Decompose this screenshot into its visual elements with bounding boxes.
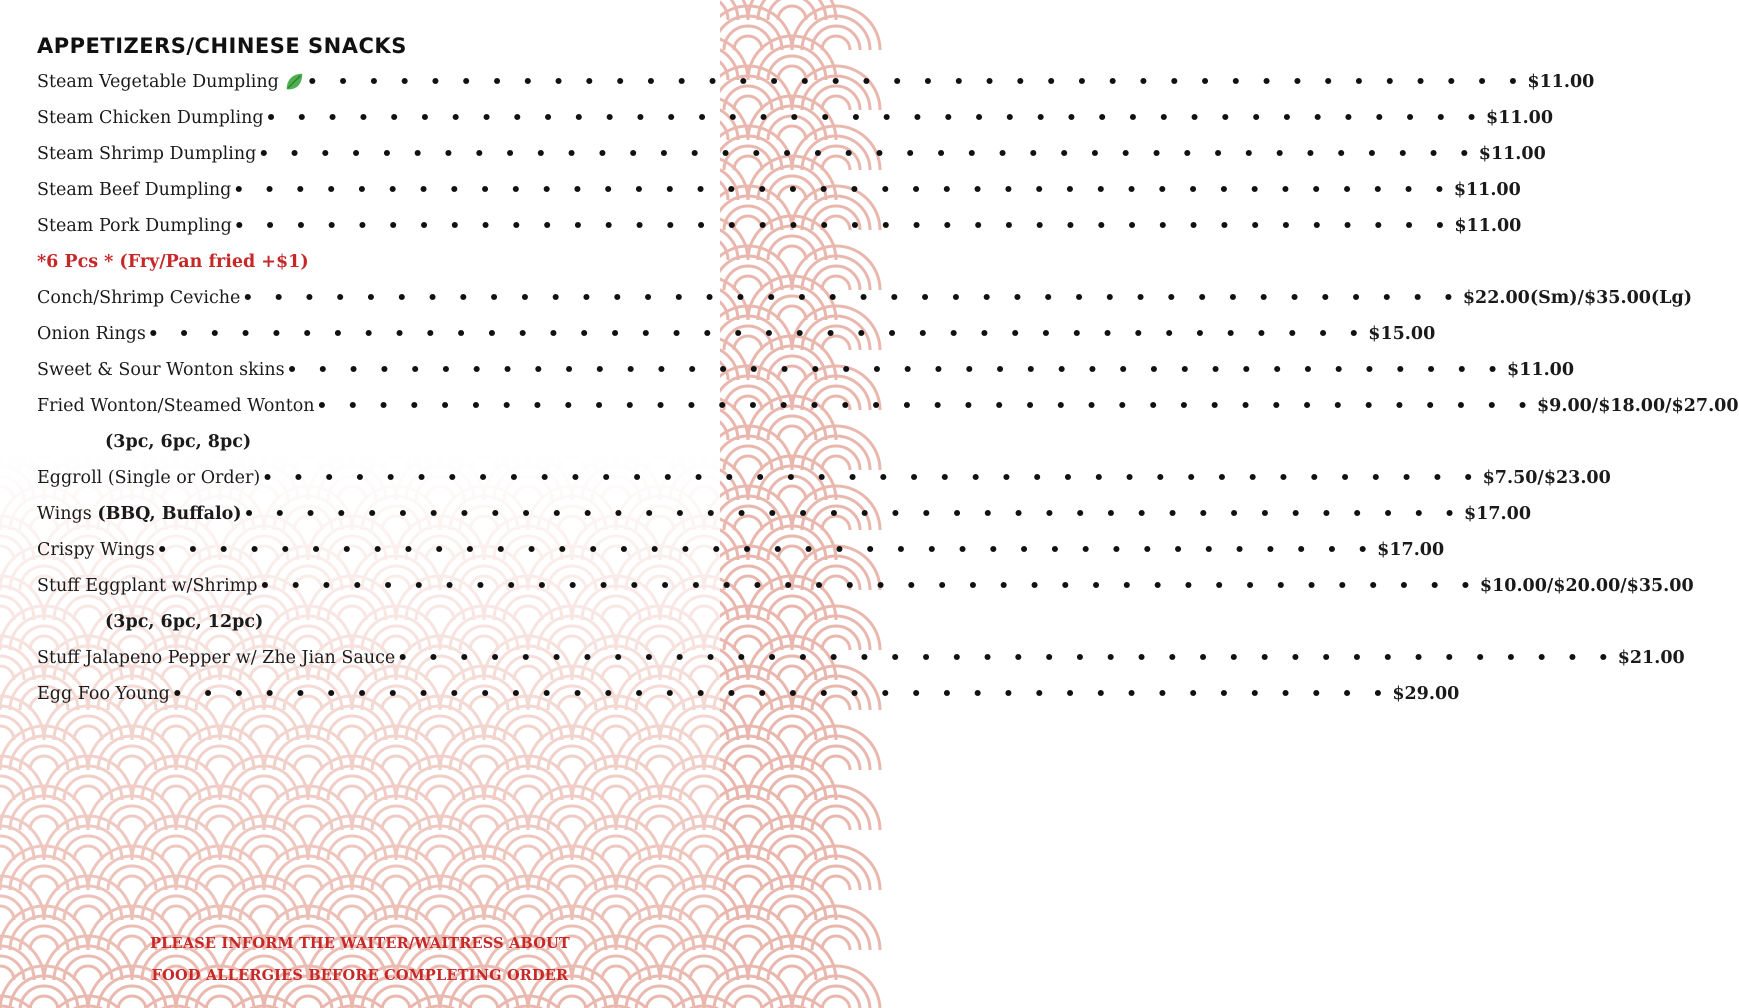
section-title: APPETIZERS/CHINESE SNACKS [37,34,407,58]
dot-leader: • • • • • • • • • • • • • • • • • • • • • • • • • • • • • • • • • • • • • • • • [262,468,1481,488]
menu-item-crispy-wings [37,532,1445,568]
item-name: Steam Shrimp Dumpling [37,144,257,164]
item-name: Steam Pork Dumpling [37,216,232,236]
menu-item-stuff-jalapeno-pepper [37,640,1685,676]
menu-section [37,28,1739,712]
menu-item-onion-rings [37,316,1436,352]
dot-leader: • • • • • • • • • • • • • • • • • • • • • • • • • • • • • • • • • • • • • • • • [171,684,1391,704]
item-name: Onion Rings [37,324,146,344]
item-name: Fried Wonton/Steamed Wonton [37,396,315,416]
allergy-notice [0,928,720,992]
item-name: Conch/Shrimp Ceviche [37,288,241,308]
allergy-notice-line-2: FOOD ALLERGIES BEFORE COMPLETING ORDER [151,967,569,984]
item-price: $11.00 [1453,180,1521,200]
menu-item-eggroll [37,460,1611,496]
item-portion-note: (3pc, 6pc, 12pc) [105,612,264,632]
item-price: $17.00 [1464,504,1531,524]
menu-item-steam-vegetable-dumpling [37,64,1595,100]
dot-leader: • • • • • • • • • • • • • • • • • • • • • • • • • • • • • • • • • • • • • • • • [233,180,1452,200]
dot-leader: • • • • • • • • • • • • • • • • • • • • • • • • • • • • • • • • • • • • • • • • [258,144,1477,164]
dot-leader: • • • • • • • • • • • • • • • • • • • • • • • • • • • • • • • • • • • • • • • • [265,108,1485,128]
item-price: $11.00 [1486,108,1554,128]
menu-item-wings [37,496,1531,532]
item-name: Steam Chicken Dumpling [37,108,264,128]
dot-leader: • • • • • • • • • • • • • • • • • • • • • • • • • • • • • • • • • • • • • • • • [306,72,1526,92]
item-price: $29.00 [1392,684,1460,704]
menu-item-sweet-sour-wonton-skins [37,352,1575,388]
item-price: $11.00 [1454,216,1522,236]
item-price: $22.00(Sm)/$35.00(Lg) [1462,288,1693,308]
item-price: $9.00/$18.00/$27.00 [1537,396,1739,416]
menu-item-steam-chicken-dumpling [37,100,1554,136]
item-price: $17.00 [1377,540,1445,560]
dot-leader: • • • • • • • • • • • • • • • • • • • • • • • • • • • • • • • • • • • • • • • • [233,216,1453,236]
menu-item-steam-beef-dumpling [37,172,1521,208]
dot-leader: • • • • • • • • • • • • • • • • • • • • • • • • • • • • • • • • • • • • • • • • [156,540,1376,560]
item-price: $10.00/$20.00/$35.00 [1479,576,1694,596]
leaf-icon [283,71,305,93]
item-portion-note: (3pc, 6pc, 8pc) [105,432,252,452]
menu-item-fried-steamed-wonton [37,388,1739,424]
dot-leader: • • • • • • • • • • • • • • • • • • • • • • • • • • • • • • • • • • • • • • • • [259,576,1478,596]
item-name: Egg Foo Young [37,684,170,704]
dot-leader: • • • • • • • • • • • • • • • • • • • • • • • • • • • • • • • • • • • • • • • • [242,288,1461,308]
item-name: Sweet & Sour Wonton skins [37,360,285,380]
menu-item-steam-shrimp-dumpling [37,136,1546,172]
dumpling-note: *6 Pcs * (Fry/Pan fried +$1) [37,252,309,272]
dot-leader: • • • • • • • • • • • • • • • • • • • • • • • • • • • • • • • • • • • • • • • • [147,324,1367,344]
menu-item-steam-pork-dumpling [37,208,1522,244]
item-name: Steam Vegetable Dumpling [37,72,279,92]
item-price: $11.00 [1527,72,1595,92]
dot-leader: • • • • • • • • • • • • • • • • • • • • • • • • • • • • • • • • • • • • • • • • [397,648,1616,668]
menu-item-egg-foo-young [37,676,1460,712]
item-price: $11.00 [1478,144,1546,164]
dot-leader: • • • • • • • • • • • • • • • • • • • • • • • • • • • • • • • • • • • • • • • • [286,360,1506,380]
item-price: $7.50/$23.00 [1482,468,1611,488]
item-name: Crispy Wings [37,540,155,560]
item-price: $21.00 [1617,648,1685,668]
menu-item-stuff-eggplant-shrimp [37,568,1694,604]
item-name: Stuff Jalapeno Pepper w/ Zhe Jian Sauce [37,648,396,668]
item-name: Stuff Eggplant w/Shrimp [37,576,258,596]
item-name: Steam Beef Dumpling [37,180,232,200]
dot-leader: • • • • • • • • • • • • • • • • • • • • • • • • • • • • • • • • • • • • • • • • [243,504,1463,524]
menu-item-conch-shrimp-ceviche [37,280,1693,316]
item-name: Wings [37,504,92,524]
allergy-notice-line-1: PLEASE INFORM THE WAITER/WAITRESS ABOUT [150,935,570,952]
item-name: Eggroll (Single or Order) [37,468,261,488]
item-flavors: (BBQ, Buffalo) [97,504,242,524]
dot-leader: • • • • • • • • • • • • • • • • • • • • • • • • • • • • • • • • • • • • • • • • [316,396,1535,416]
item-price: $11.00 [1507,360,1575,380]
item-price: $15.00 [1368,324,1436,344]
